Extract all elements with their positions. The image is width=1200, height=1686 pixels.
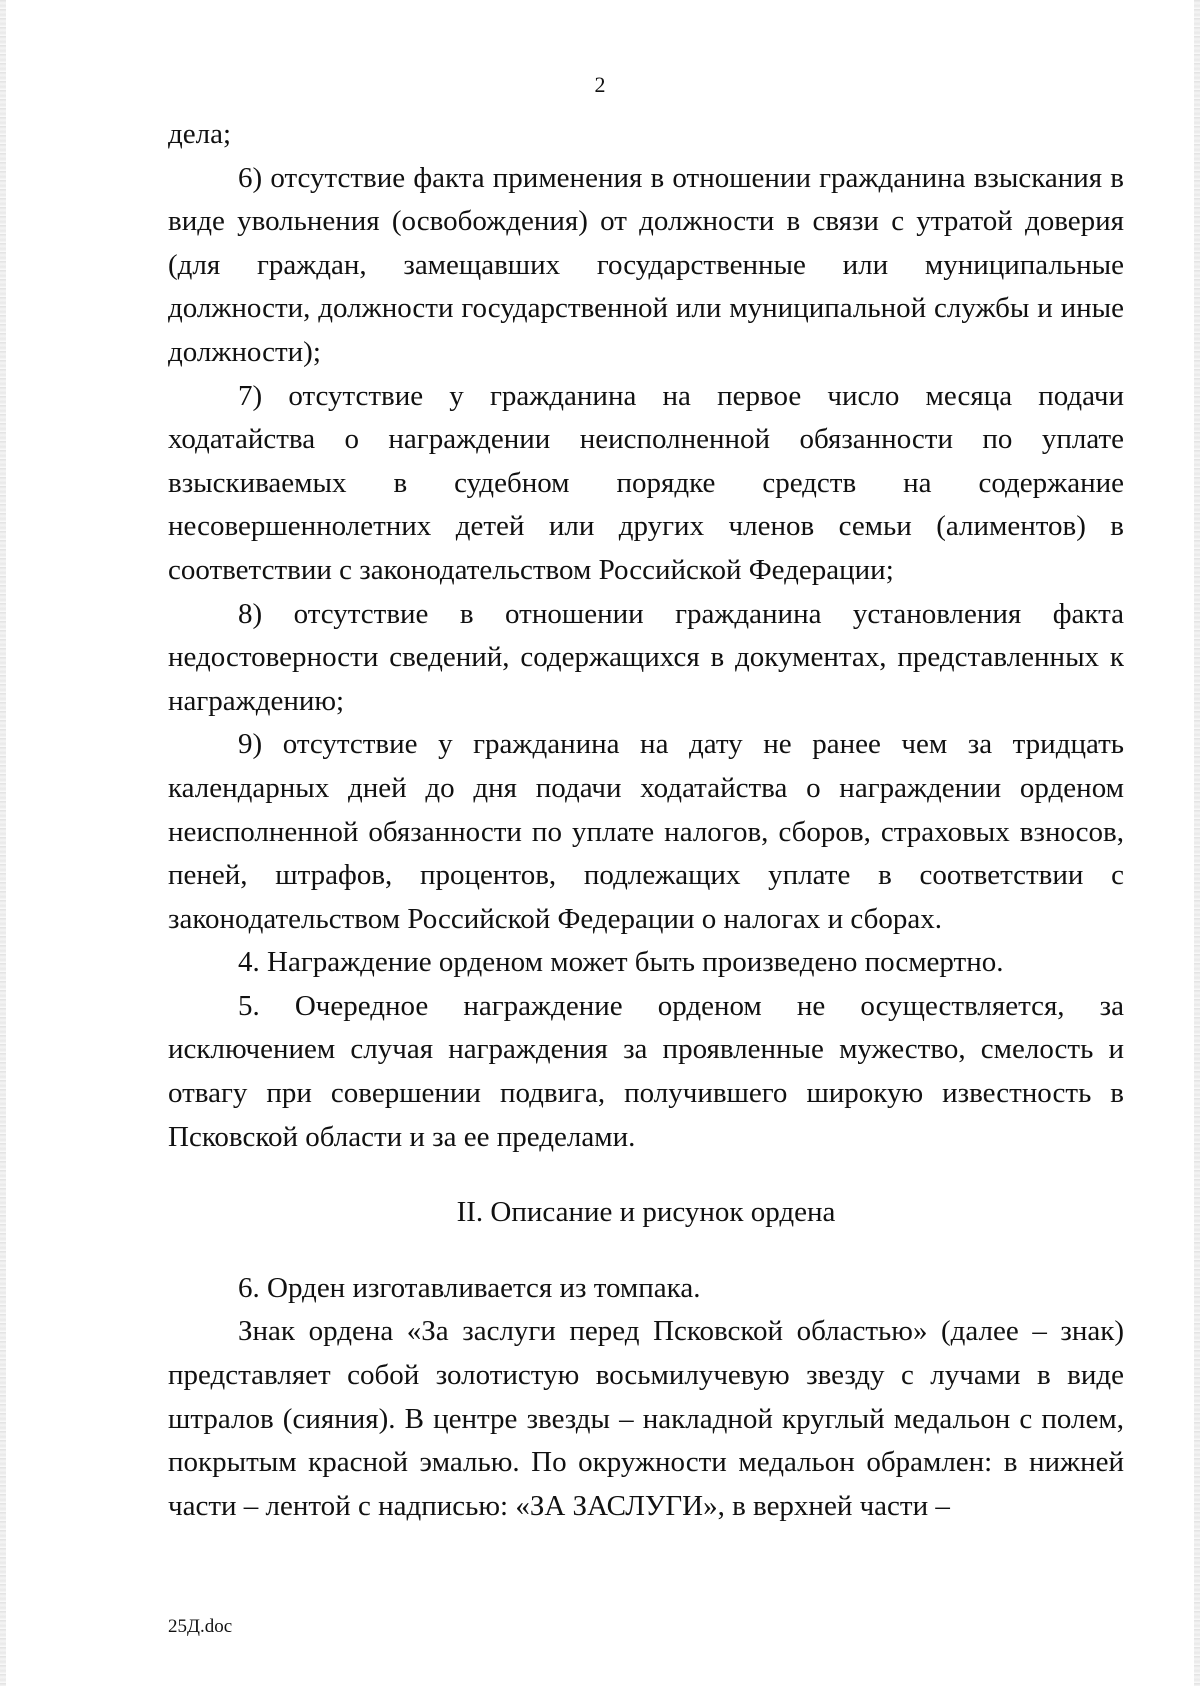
section-heading: II. Описание и рисунок ордена	[456, 1196, 836, 1229]
paragraph-clause-6: 6. Орден изготавливается из томпака.	[238, 1271, 701, 1304]
scan-edge-right	[1194, 0, 1200, 1686]
paragraph-clause-5: 5. Очередное награждение орденом не осуществляется, за исключением случая награждения за проявленные мужество, смелость и отвагу при совершении подвига, получившего широкую известность в Псковской области и за ее пределами.	[168, 989, 1124, 1153]
paragraph-item-6: 6) отсутствие факта применения в отношении гражданина взыскания в виде увольнения (освобождения) от должности в связи с утратой доверия (для граждан, замещавших государственные или муниципальные должности, должности государственной или муниципальной службы и иные должности);	[168, 161, 1124, 368]
scan-edge-left	[0, 0, 6, 1686]
paragraph-item-9: 9) отсутствие у гражданина на дату не ранее чем за тридцать календарных дней до дня подачи ходатайства о награждении орденом неисполненной обязанности по уплате налогов, сборов, страховых взносов, пеней, штрафов, процентов, подлежащих уплате в соответствии с законодательством Российской Федерации о налогах и сборах.	[168, 728, 1124, 935]
paragraph-item-7: 7) отсутствие у гражданина на первое число месяца подачи ходатайства о награждении неисполненной обязанности по уплате взыскиваемых в судебном порядке средств на содержание несовершеннолетних детей или других членов семьи (алиментов) в соответствии с законодательством Российской Федерации;	[168, 379, 1124, 586]
page-number: 2	[594, 72, 606, 97]
paragraph-badge-description: Знак ордена «За заслуги перед Псковской областью» (далее – знак) представляет собой золотистую восьмилучевую звезду с лучами в виде штралов (сияния). В центре звезды – накладной круглый медальон с полем, покрытым красной эмалью. По окружности медальон обрамлен: в нижней части – лентой с надписью: «ЗА ЗАСЛУГИ», в верхней части –	[168, 1315, 1124, 1522]
paragraph-continuation: дела;	[168, 118, 232, 150]
paragraph-clause-4: 4. Награждение орденом может быть произведено посмертно.	[238, 946, 1004, 979]
paragraph-item-8: 8) отсутствие в отношении гражданина установления факта недостоверности сведений, содержащихся в документах, представленных к награждению;	[168, 597, 1124, 717]
document-body	[168, 113, 1124, 1528]
footer-file-name: 25Д.doc	[168, 1616, 233, 1637]
